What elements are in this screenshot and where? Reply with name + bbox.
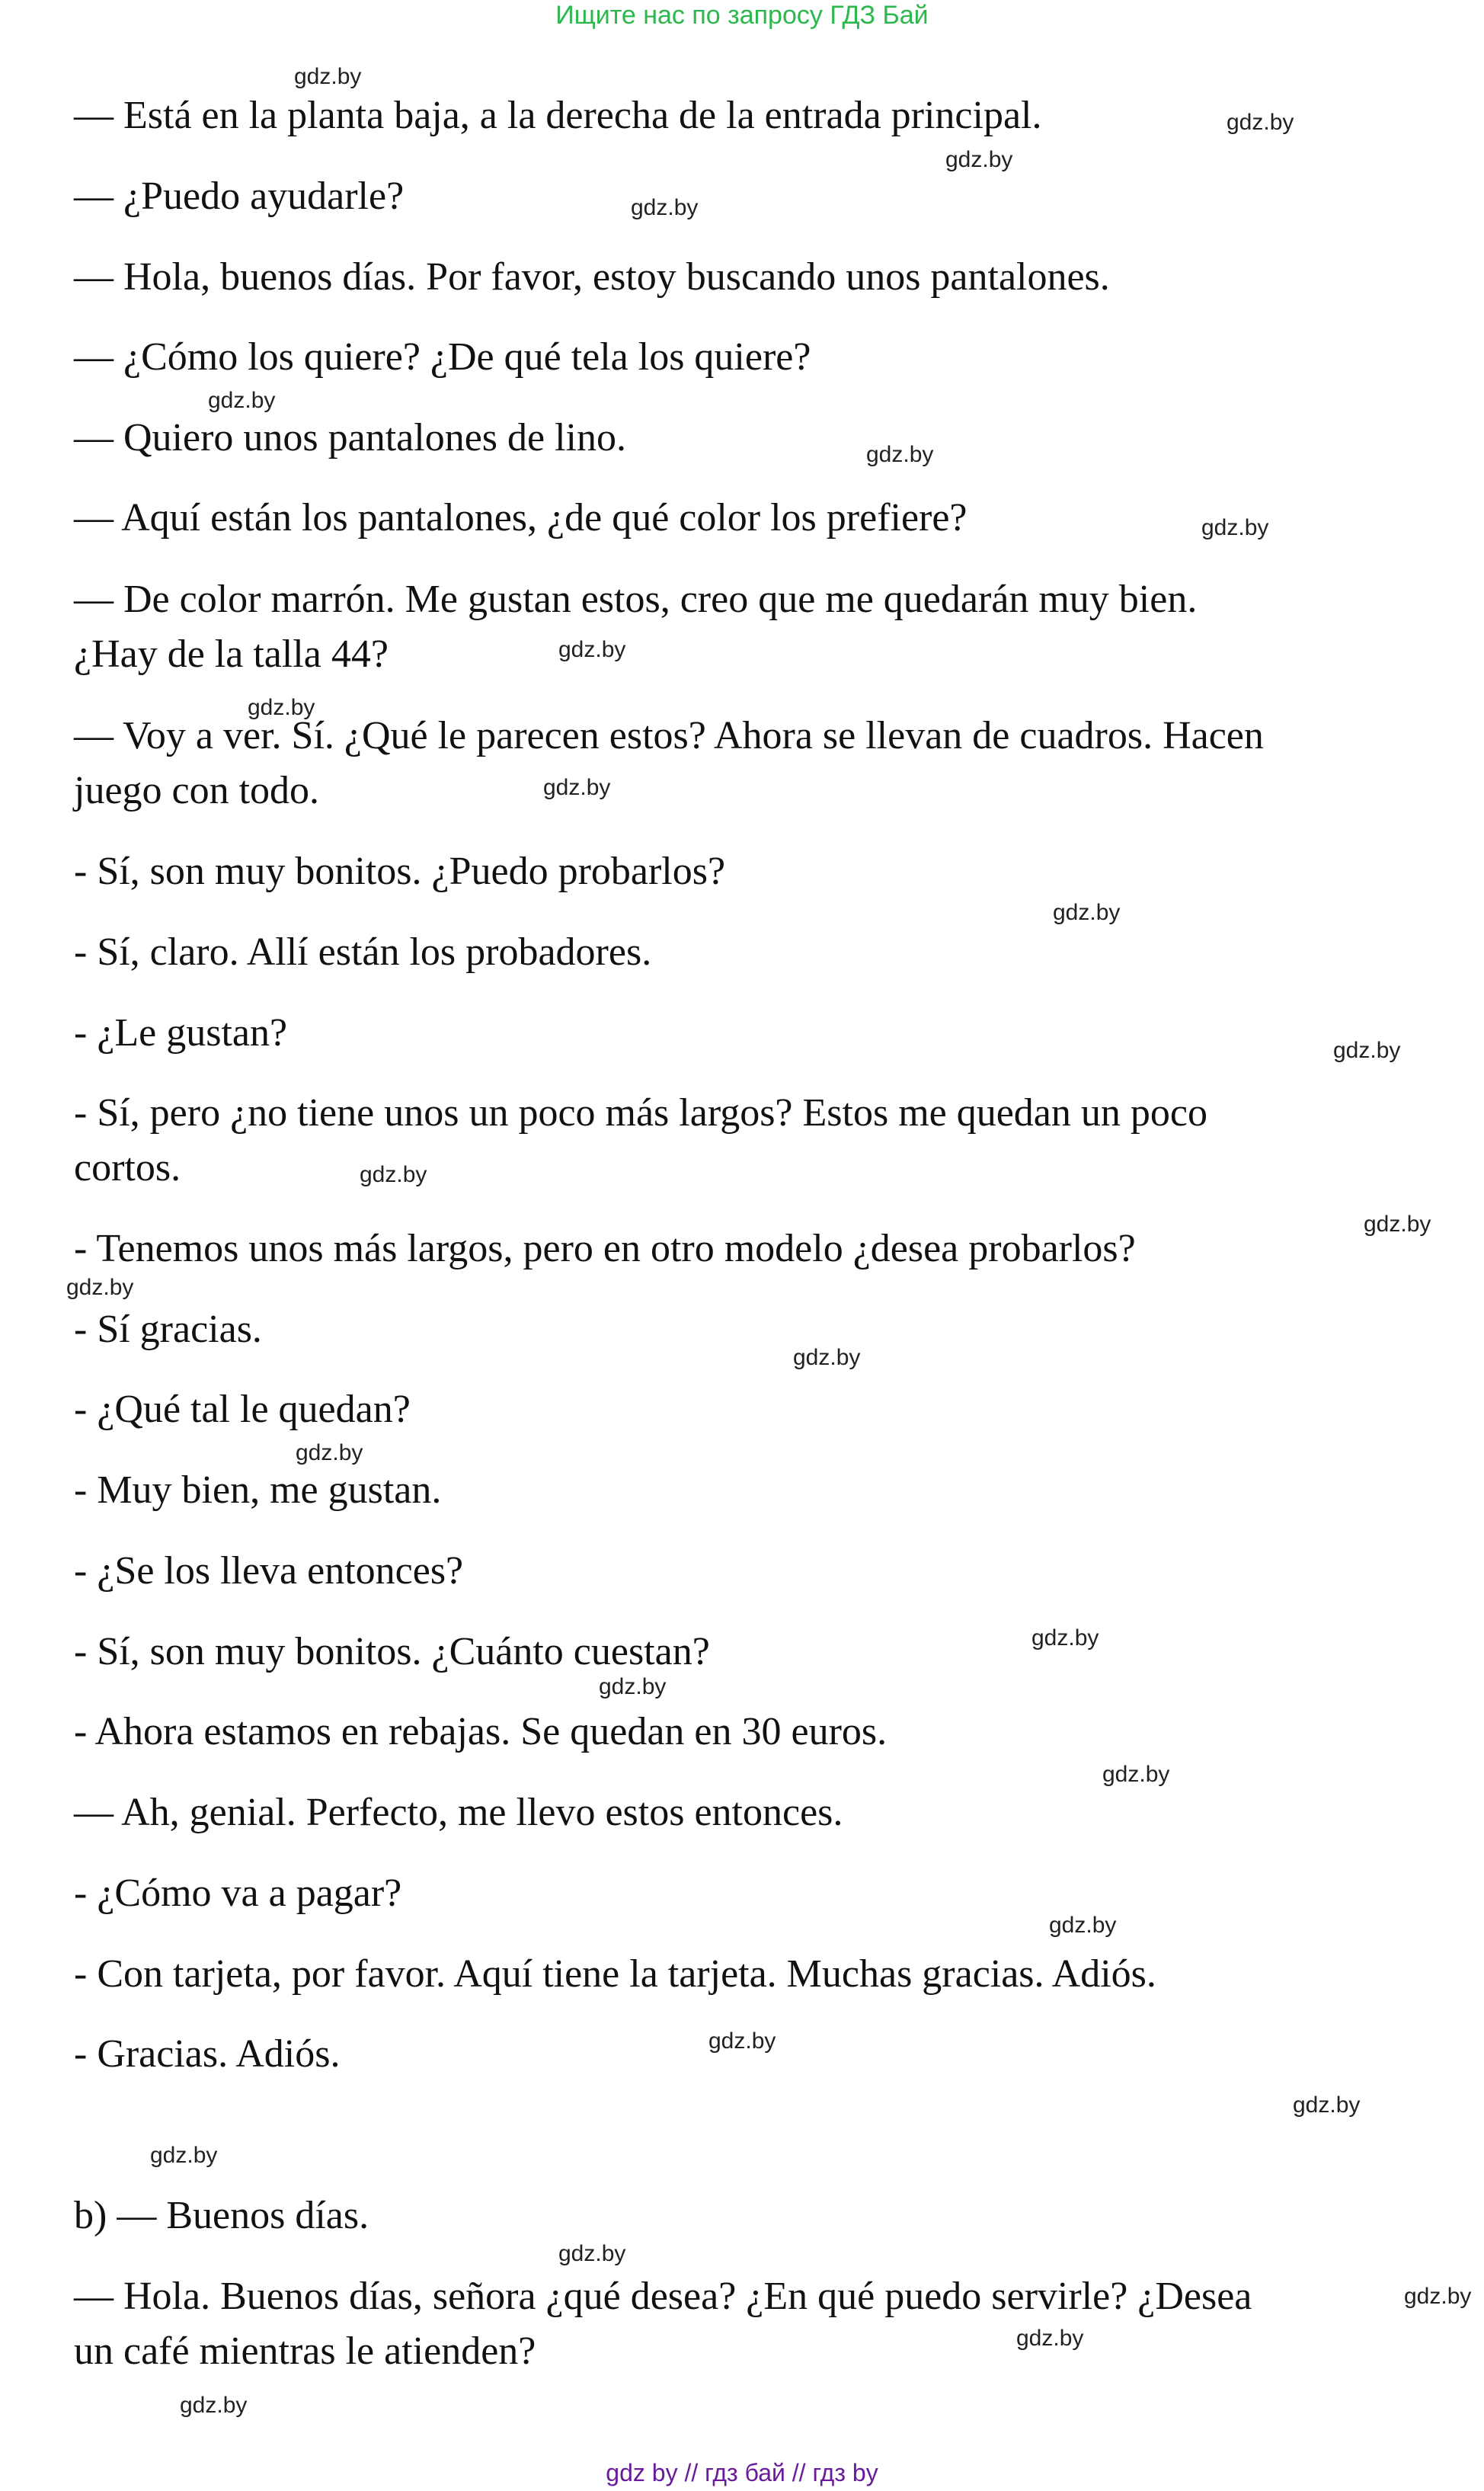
watermark: gdz.by: [631, 195, 699, 220]
watermark: gdz.by: [1293, 2092, 1361, 2118]
watermark: gdz.by: [150, 2143, 218, 2168]
watermark: gdz.by: [208, 388, 276, 413]
watermark: gdz.by: [1016, 2326, 1084, 2351]
text-line: — Quiero unos pantalones de lino.: [74, 416, 626, 459]
text-line: - Ahora estamos en rebajas. Se quedan en 30 euros.: [74, 1710, 888, 1753]
text-line: - Con tarjeta, por favor. Aquí tiene la tarjeta. Muchas gracias. Adiós.: [74, 1952, 1156, 1996]
text-line: — ¿Puedo ayudarle?: [74, 174, 405, 218]
text-line: — De color marrón. Me gustan estos, creo que me quedarán muy bien.: [74, 578, 1198, 621]
watermark: gdz.by: [1201, 515, 1269, 540]
text-line: — Está en la planta baja, a la derecha de la entrada principal.: [74, 94, 1042, 137]
page-footer-banner: gdz by // гдз бай // гдз by: [606, 2459, 878, 2486]
page-header-banner: Ищите нас по запросу ГДЗ Бай: [555, 1, 929, 30]
text-line: - ¿Qué tal le quedan?: [74, 1388, 411, 1431]
watermark: gdz.by: [1031, 1625, 1099, 1651]
watermark: gdz.by: [294, 64, 362, 89]
watermark: gdz.by: [1102, 1762, 1170, 1787]
watermark: gdz.by: [1049, 1913, 1117, 1938]
watermark: gdz.by: [866, 442, 934, 467]
watermark: gdz.by: [1333, 1038, 1401, 1063]
text-line: - Sí, son muy bonitos. ¿Puedo probarlos?: [74, 850, 726, 893]
text-line: — Hola. Buenos días, señora ¿qué desea? ¿En qué puedo servirle? ¿Desea: [74, 2275, 1252, 2318]
watermark: gdz.by: [708, 2028, 776, 2054]
text-line: - Muy bien, me gustan.: [74, 1468, 442, 1512]
text-line: - Sí gracias.: [74, 1308, 262, 1351]
text-line: - Sí, claro. Allí están los probadores.: [74, 930, 652, 974]
watermark: gdz.by: [1053, 900, 1121, 925]
watermark: gdz.by: [1364, 1212, 1431, 1237]
watermark: gdz.by: [360, 1162, 427, 1187]
watermark: gdz.by: [1404, 2284, 1472, 2309]
watermark: gdz.by: [793, 1345, 861, 1370]
text-line: — Hola, buenos días. Por favor, estoy buscando unos pantalones.: [74, 255, 1110, 299]
text-line: - Tenemos unos más largos, pero en otro modelo ¿desea probarlos?: [74, 1227, 1136, 1270]
watermark: gdz.by: [558, 2241, 626, 2266]
text-line: — ¿Cómo los quiere? ¿De qué tela los quiere?: [74, 335, 811, 379]
watermark: gdz.by: [543, 775, 611, 800]
text-line: un café mientras le atienden?: [74, 2329, 536, 2373]
text-line: ¿Hay de la talla 44?: [74, 632, 389, 676]
watermark: gdz.by: [558, 637, 626, 662]
text-line: cortos.: [74, 1146, 181, 1189]
text-line: - Sí, pero ¿no tiene unos un poco más largos? Estos me quedan un poco: [74, 1091, 1207, 1135]
text-line: — Aquí están los pantalones, ¿de qué color los prefiere?: [74, 496, 967, 540]
watermark: gdz.by: [945, 147, 1013, 172]
text-line: - ¿Se los lleva entonces?: [74, 1549, 464, 1593]
watermark: gdz.by: [66, 1275, 134, 1300]
text-line: - Gracias. Adiós.: [74, 2032, 341, 2076]
watermark: gdz.by: [1227, 110, 1294, 135]
text-line: juego con todo.: [74, 769, 320, 812]
watermark: gdz.by: [180, 2393, 248, 2418]
text-line: - ¿Cómo va a pagar?: [74, 1871, 402, 1915]
watermark: gdz.by: [248, 695, 315, 720]
text-line: — Ah, genial. Perfecto, me llevo estos entonces.: [74, 1791, 843, 1834]
text-line: - ¿Le gustan?: [74, 1011, 288, 1055]
watermark: gdz.by: [599, 1674, 667, 1699]
watermark: gdz.by: [296, 1440, 363, 1465]
text-line: — Voy a ver. Sí. ¿Qué le parecen estos? Ahora se llevan de cuadros. Hacen: [74, 714, 1264, 757]
text-line: - Sí, son muy bonitos. ¿Cuánto cuestan?: [74, 1630, 710, 1673]
text-line: b) — Buenos días.: [74, 2194, 369, 2237]
